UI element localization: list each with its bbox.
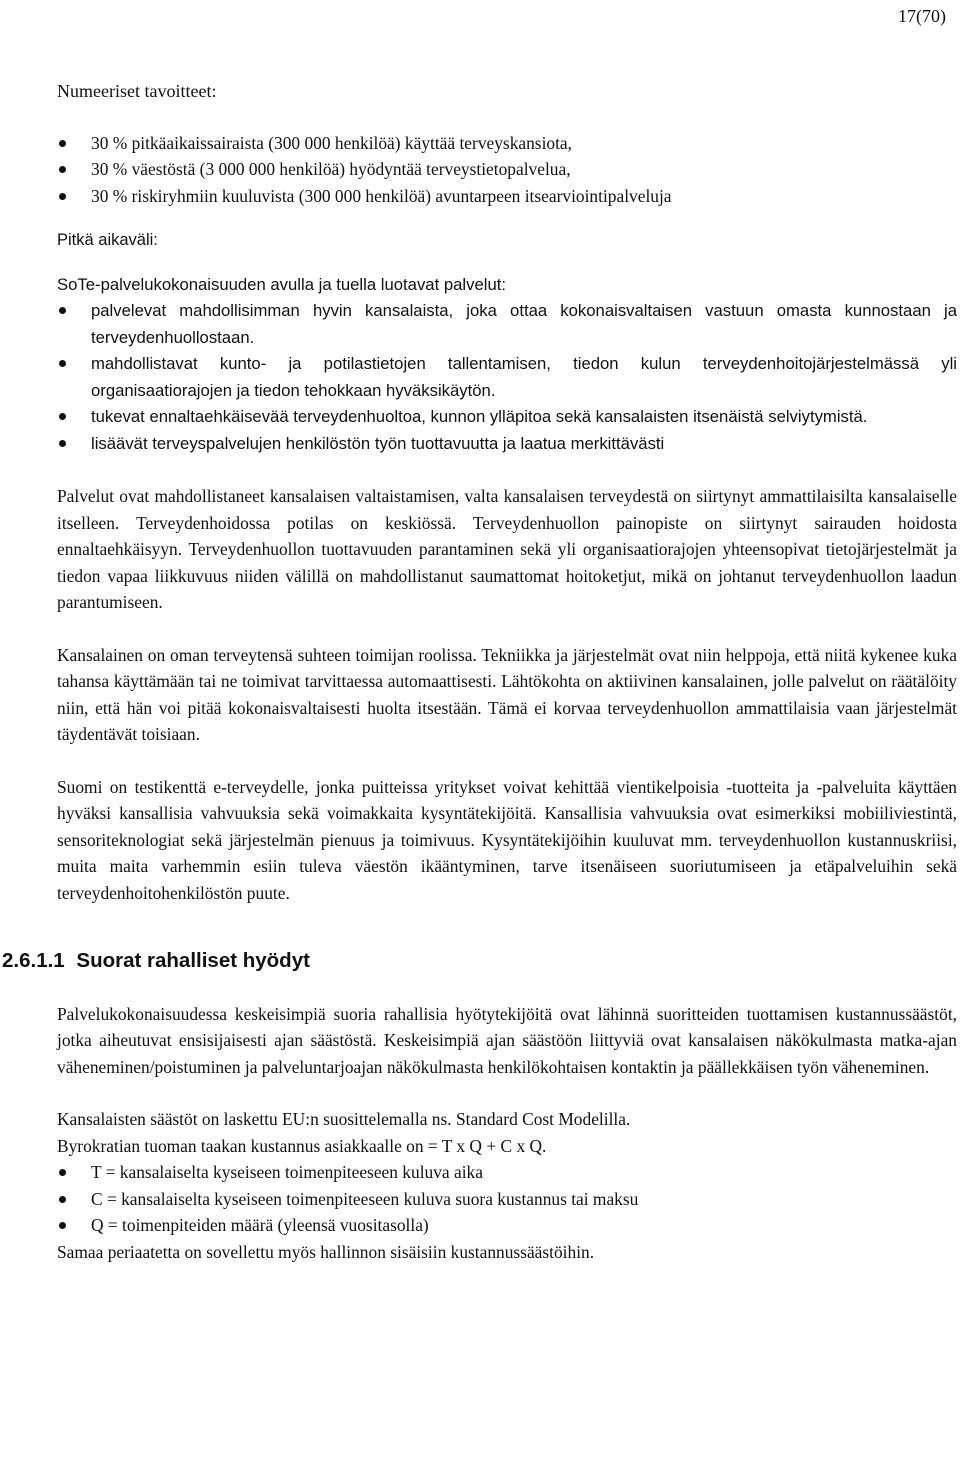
paragraph: Palvelut ovat mahdollistaneet kansalaisen valtaistamisen, valta kansalaisen terveydestä on siirtynyt ammattilaisilta kansalaiselle itselleen. Terveydenhoidossa potilas on keskiössä. Terveydenhuollon painopiste on siirtynyt sairauden hoidosta ennaltaehkäisyyn. Terveydenhuollon tuottavuuden parantaminen sekä yli organisaatiorajojen yhteensopivat tietojärjestelmät ja tiedon vapaa liikkuvuus niiden välillä on mahdollistanut saumattomat hoitoketjut, mikä on johtanut terveydenhuollon laadun parantumiseen.: [57, 486, 957, 612]
list-item: 30 % pitkäaikaissairaista (300 000 henkilöä) käyttää terveyskansiota,: [57, 130, 957, 157]
numeric-goals-list: [57, 130, 957, 210]
list-item: 30 % riskiryhmiin kuuluvista (300 000 henkilöä) avuntarpeen itsearviointipalveluja: [57, 183, 957, 210]
numeric-goals-heading: Numeeriset tavoitteet:: [57, 81, 217, 101]
list-item: C = kansalaiselta kyseiseen toimenpiteeseen kuluva suora kustannus tai maksu: [57, 1186, 957, 1213]
formula-terms-list: [57, 1159, 957, 1239]
section-title: Suorat rahalliset hyödyt: [76, 949, 310, 972]
list-item: palvelevat mahdollisimman hyvin kansalaista, joka ottaa kokonaisvaltaisen vastuun omasta kunnostaan ja terveydenhuollostaan.: [57, 298, 957, 351]
list-item: Q = toimenpiteiden määrä (yleensä vuositasolla): [57, 1212, 957, 1239]
closing-line: Samaa periaatetta on sovellettu myös hallinnon sisäisiin kustannussäästöihin.: [57, 1241, 595, 1262]
section-number: 2.6.1.1: [2, 949, 65, 972]
section-paragraph: Palvelukokonaisuudessa keskeisimpiä suoria rahallisia hyötytekijöitä ovat lähinnä suoritteiden tuottamisen kustannussäästöt, jotka aiheutuvat ensisijaisesti ajan säästöstä. Keskeisimpiä ajan säästöön liittyviä ovat kansalaisen näkökulmasta matka-ajan väheneminen/poistuminen ja palveluntarjoajan näkökulmasta henkilökohtaisen kontaktin ja päällekkäisen työn väheneminen.: [57, 1003, 957, 1077]
list-item: 30 % väestöstä (3 000 000 henkilöä) hyödyntää terveystietopalvelua,: [57, 156, 957, 183]
long-term-intro: SoTe-palvelukokonaisuuden avulla ja tuella luotavat palvelut:: [57, 274, 507, 294]
list-item: tukevat ennaltaehkäisevää terveydenhuoltoa, kunnon ylläpitoa sekä kansalaisten itsenäistä selviytymistä.: [57, 404, 957, 431]
long-term-heading: Pitkä aikaväli:: [57, 231, 158, 249]
paragraph: Kansalainen on oman terveytensä suhteen toimijan roolissa. Tekniikka ja järjestelmät ovat niin helppoja, että niitä kykenee kuka tahansa käyttämään tai ne toimivat tarvittaessa automaattisesti. Lähtökohta on aktiivinen kansalainen, jolle palvelut on räätälöity niin, että hän voi pitää kokonaisvaltaisesti huolta itsestään. Tämä ei korvaa terveydenhuollon ammattilaisia vaan järjestelmät täydentävät toisiaan.: [57, 644, 957, 744]
section-heading: [2, 948, 957, 975]
document-body: [2, 78, 957, 1265]
paragraph: Suomi on testikenttä e-terveydelle, jonka puitteissa yritykset voivat kehittää vientikelpoisia -tuotteita ja -palveluita käyttäen hyväksi kansallisia vahvuuksia sekä voimakkaita kysyntätekijöitä. Kansallisia vahvuuksia ovat esimerkiksi mobiiliviestintä, sensoriteknologiat sekä järjestelmän pienuus ja toimivuus. Kysyntätekijöihin kuuluvat mm. terveydenhuollon kustannuskriisi, muita maita varhemmin esiin tuleva väestön ikääntyminen, tarve itsenäiseen suoriutumiseen ja etäpalveluihin sekä terveydenhoitohenkilöstön puute.: [57, 776, 957, 903]
list-item: lisäävät terveyspalvelujen henkilöstön työn tuottavuutta ja laatua merkittävästi: [57, 431, 957, 458]
list-item: mahdollistavat kunto- ja potilastietojen tallentamisen, tiedon kulun terveydenhoitojärjestelmässä yli organisaatiorajojen ja tiedon tehokkaan hyväksikäytön.: [57, 351, 957, 404]
list-item: T = kansalaiselta kyseiseen toimenpiteeseen kuluva aika: [57, 1159, 957, 1186]
page-number: 17(70): [898, 6, 946, 26]
cost-formula-line: Byrokratian tuoman taakan kustannus asiakkaalle on = T x Q + C x Q.: [57, 1135, 547, 1156]
long-term-list: [57, 298, 957, 457]
cost-model-line: Kansalaisten säästöt on laskettu EU:n suosittelemalla ns. Standard Cost Modelilla.: [57, 1109, 631, 1129]
long-term-block: [57, 272, 957, 458]
